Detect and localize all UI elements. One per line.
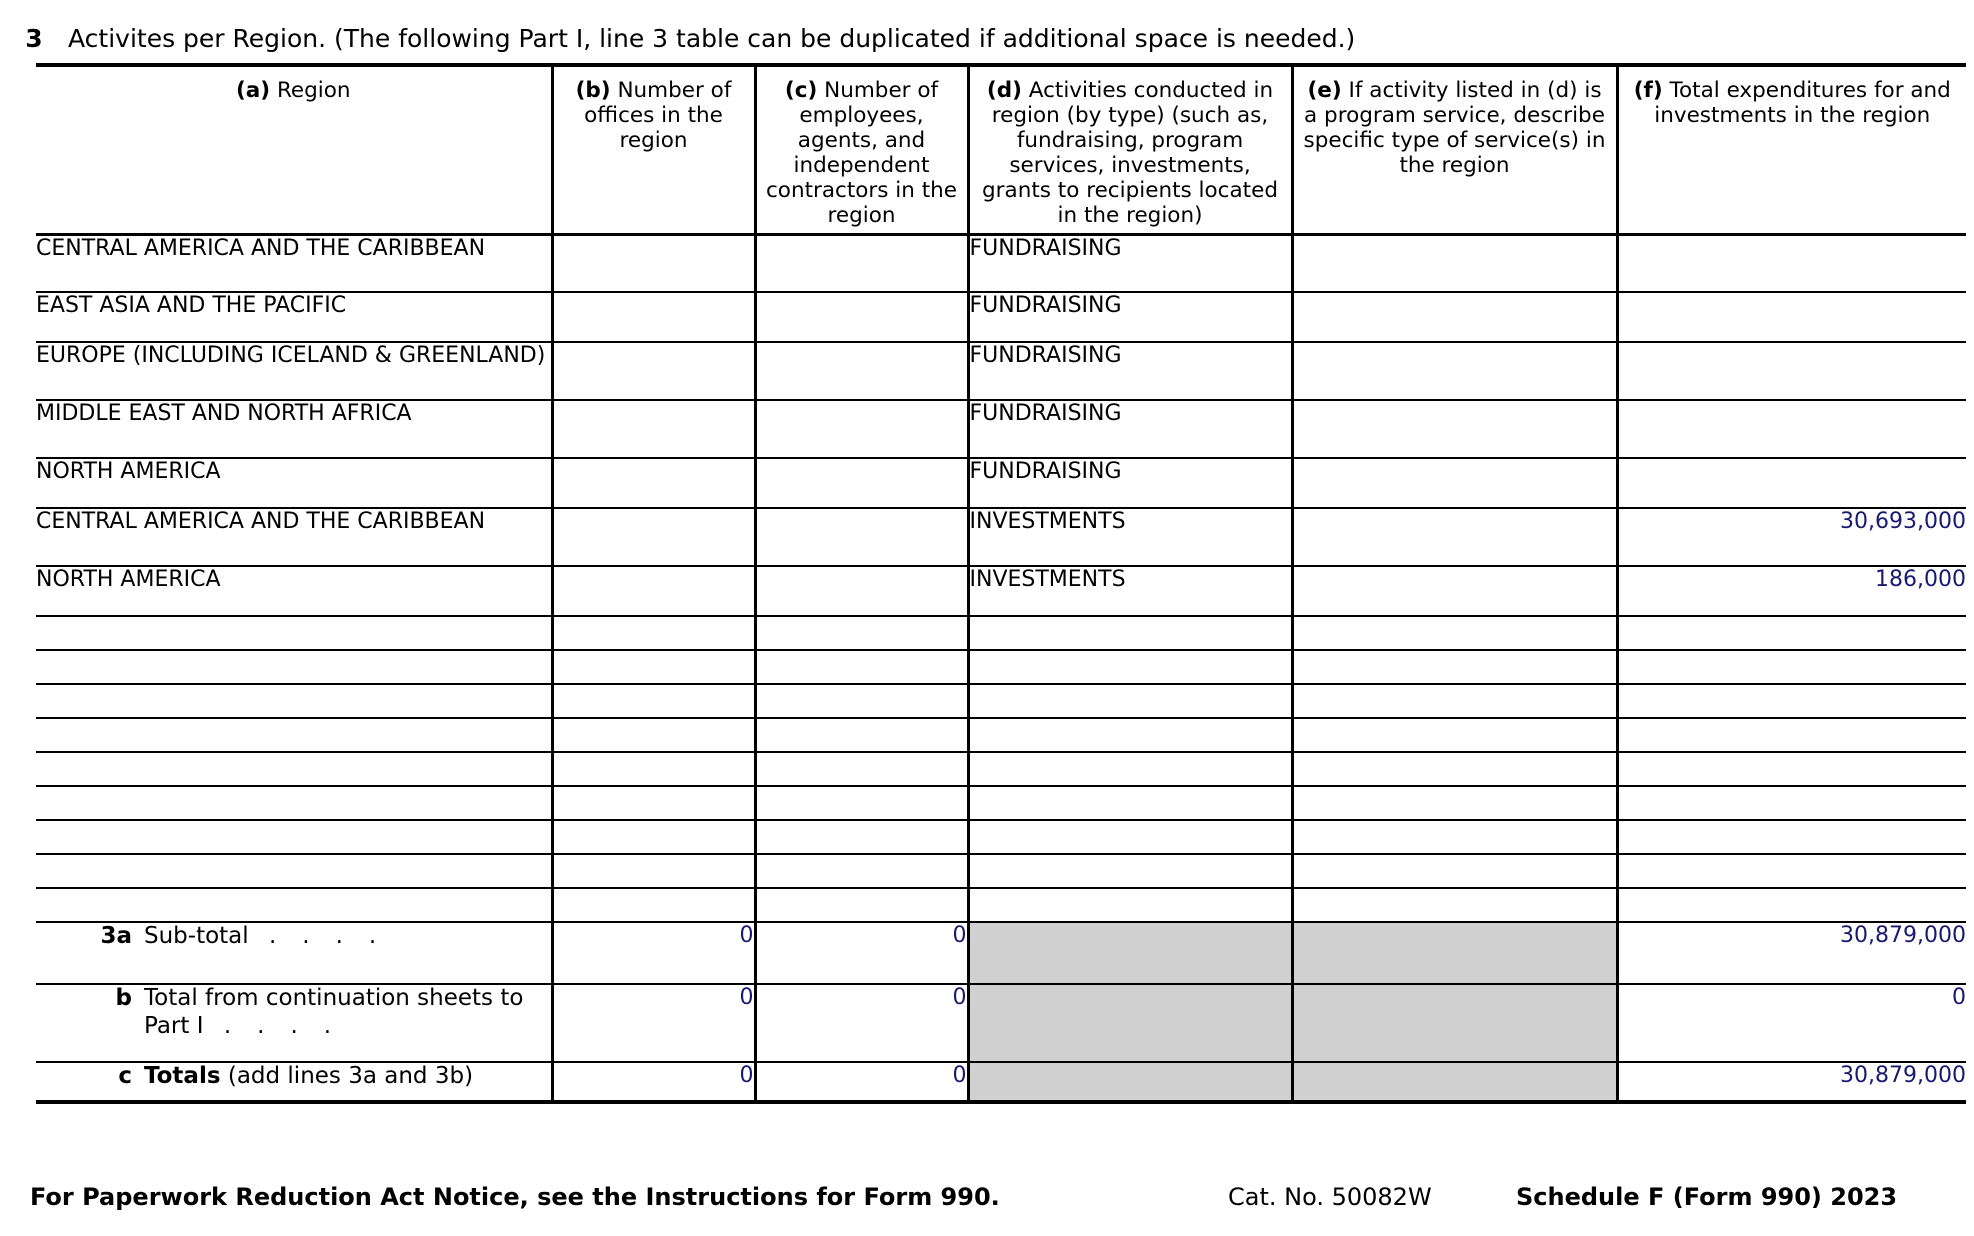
totals-offices[interactable]: 0 [552,922,755,984]
totals-label-cell [36,1062,552,1102]
column-header-region [36,65,552,234]
totals-expenditures[interactable]: 30,879,000 [1617,1062,1966,1102]
column-header-activities [968,65,1292,234]
table-row[interactable] [36,234,1966,292]
cell-employees[interactable] [755,786,968,820]
cell-activity[interactable]: INVESTMENTS [968,566,1292,616]
page-footer [0,1183,1974,1211]
cell-expenditures[interactable] [1617,458,1966,508]
totals-label-cell [36,984,552,1062]
cell-service[interactable] [1292,650,1617,684]
cell-activity[interactable]: FUNDRAISING [968,400,1292,458]
cell-offices[interactable] [552,566,755,616]
cell-service[interactable] [1292,292,1617,342]
cell-activity[interactable] [968,684,1292,718]
cell-service[interactable] [1292,458,1617,508]
line-3-text: Activites per Region. (The following Part I, line 3 table can be duplicated if additional space is needed.) [68,24,1356,53]
table-totals [36,922,1966,1102]
cell-offices[interactable] [552,458,755,508]
cell-employees[interactable] [755,458,968,508]
cell-employees[interactable] [755,752,968,786]
cell-activity[interactable] [968,854,1292,888]
cell-activity[interactable] [968,888,1292,922]
cell-service[interactable] [1292,786,1617,820]
cell-service[interactable] [1292,342,1617,400]
column-text-e: If activity listed in (d) is a program service, describe specific type of service(s) in the region [1303,78,1606,178]
cell-offices[interactable] [552,650,755,684]
cell-expenditures[interactable] [1617,684,1966,718]
totals-line-text: Totals (add lines 3a and 3b) [144,1063,474,1090]
cell-service[interactable] [1292,718,1617,752]
column-tag-d: (d) [986,78,1022,103]
totals-line-key: 3a [100,923,132,950]
cell-region[interactable] [36,854,552,888]
totals-expenditures[interactable]: 30,879,000 [1617,922,1966,984]
cell-expenditures[interactable] [1617,786,1966,820]
schedule-label: Schedule F (Form 990) 2023 [1516,1183,1898,1211]
cell-activity[interactable] [968,650,1292,684]
cell-expenditures[interactable] [1617,650,1966,684]
cell-region[interactable]: CENTRAL AMERICA AND THE CARIBBEAN [36,234,552,292]
cell-region[interactable] [36,650,552,684]
cell-activity[interactable] [968,718,1292,752]
column-tag-f: (f) [1633,78,1663,103]
cell-employees[interactable] [755,508,968,566]
cell-region[interactable] [36,786,552,820]
column-header-offices [552,65,755,234]
cell-expenditures[interactable] [1617,342,1966,400]
totals-shaded-activity [968,922,1292,984]
totals-line-text: Total from continuation sheets to Part I . . . . [144,985,524,1039]
table-row[interactable] [36,616,1966,650]
cell-region[interactable]: EUROPE (INCLUDING ICELAND & GREENLAND) [36,342,552,400]
column-tag-a: (a) [235,78,271,103]
cell-offices[interactable] [552,786,755,820]
table-row[interactable] [36,650,1966,684]
table-row[interactable] [36,752,1966,786]
cell-employees[interactable] [755,820,968,854]
totals-row[interactable] [36,1062,1966,1102]
line-3-number: 3 [25,24,43,53]
cell-activity[interactable]: FUNDRAISING [968,342,1292,400]
column-text-a: Region [270,78,351,103]
column-tag-b: (b) [575,78,611,103]
cell-employees[interactable] [755,400,968,458]
table-body [36,234,1966,922]
table-row[interactable] [36,400,1966,458]
cell-employees[interactable] [755,888,968,922]
cell-expenditures[interactable] [1617,234,1966,292]
cell-service[interactable] [1292,616,1617,650]
cell-offices[interactable] [552,508,755,566]
cell-service[interactable] [1292,400,1617,458]
cell-expenditures[interactable] [1617,888,1966,922]
cell-expenditures[interactable] [1617,752,1966,786]
totals-row[interactable] [36,922,1966,984]
table-row[interactable] [36,786,1966,820]
cell-employees[interactable] [755,616,968,650]
cell-expenditures[interactable] [1617,400,1966,458]
cell-expenditures[interactable]: 30,693,000 [1617,508,1966,566]
cell-service[interactable] [1292,508,1617,566]
totals-line-text: Sub-total . . . . [144,923,377,950]
cell-offices[interactable] [552,888,755,922]
cell-offices[interactable] [552,616,755,650]
totals-offices[interactable]: 0 [552,1062,755,1102]
cell-activity[interactable]: INVESTMENTS [968,508,1292,566]
cell-offices[interactable] [552,854,755,888]
cell-expenditures[interactable] [1617,616,1966,650]
cell-employees[interactable] [755,650,968,684]
table-row[interactable] [36,342,1966,400]
paperwork-notice: For Paperwork Reduction Act Notice, see the Instructions for Form 990. [30,1183,1000,1211]
cell-region[interactable] [36,684,552,718]
table-row[interactable] [36,566,1966,616]
cell-activity[interactable]: FUNDRAISING [968,234,1292,292]
cell-offices[interactable] [552,820,755,854]
table-row[interactable] [36,718,1966,752]
column-tag-e: (e) [1307,78,1342,103]
cell-offices[interactable] [552,752,755,786]
totals-offices[interactable]: 0 [552,984,755,1062]
cell-employees[interactable] [755,854,968,888]
line-3-heading [0,0,1974,63]
cell-region[interactable] [36,616,552,650]
cell-service[interactable] [1292,752,1617,786]
totals-line-key: c [118,1063,132,1090]
cell-employees[interactable] [755,292,968,342]
cell-service[interactable] [1292,854,1617,888]
totals-shaded-service [1292,984,1617,1062]
cell-region[interactable] [36,888,552,922]
cell-expenditures[interactable] [1617,854,1966,888]
cell-activity[interactable]: FUNDRAISING [968,292,1292,342]
totals-line-key: b [115,985,132,1012]
column-header-employees [755,65,968,234]
cell-expenditures[interactable] [1617,292,1966,342]
cell-service[interactable] [1292,888,1617,922]
totals-employees[interactable]: 0 [755,984,968,1062]
cell-expenditures[interactable] [1617,718,1966,752]
cell-activity[interactable]: FUNDRAISING [968,458,1292,508]
cell-service[interactable] [1292,820,1617,854]
totals-employees[interactable]: 0 [755,922,968,984]
cell-region[interactable] [36,752,552,786]
table-row[interactable] [36,854,1966,888]
table-row[interactable] [36,458,1966,508]
column-header-service [1292,65,1617,234]
totals-shaded-service [1292,922,1617,984]
cell-activity[interactable] [968,820,1292,854]
table-row[interactable] [36,888,1966,922]
cell-expenditures[interactable]: 186,000 [1617,566,1966,616]
cell-employees[interactable] [755,566,968,616]
cell-region[interactable] [36,820,552,854]
table-row[interactable] [36,820,1966,854]
cell-employees[interactable] [755,684,968,718]
catalog-number: Cat. No. 50082W [1228,1183,1432,1211]
totals-shaded-activity [968,984,1292,1062]
cell-expenditures[interactable] [1617,820,1966,854]
column-text-c: Number of employees, agents, and independent contractors in the region [765,78,958,228]
column-text-f: Total expenditures for and investments in the region [1654,78,1951,128]
column-header-expenditures [1617,65,1966,234]
cell-offices[interactable] [552,292,755,342]
table-row[interactable] [36,684,1966,718]
cell-service[interactable] [1292,234,1617,292]
cell-region[interactable]: EAST ASIA AND THE PACIFIC [36,292,552,342]
cell-service[interactable] [1292,566,1617,616]
cell-region[interactable]: CENTRAL AMERICA AND THE CARIBBEAN [36,508,552,566]
cell-offices[interactable] [552,718,755,752]
cell-activity[interactable] [968,752,1292,786]
cell-service[interactable] [1292,684,1617,718]
cell-employees[interactable] [755,342,968,400]
totals-shaded-service [1292,1062,1617,1102]
totals-employees[interactable]: 0 [755,1062,968,1102]
table-header-row [36,65,1966,234]
cell-activity[interactable] [968,786,1292,820]
cell-region[interactable]: NORTH AMERICA [36,566,552,616]
cell-region[interactable]: MIDDLE EAST AND NORTH AFRICA [36,400,552,458]
column-text-d: Activities conducted in region (by type) (such as, fundraising, program services, investments, grants to recipients located in the region) [982,78,1278,228]
cell-offices[interactable] [552,342,755,400]
column-text-b: Number of offices in the region [584,78,732,153]
cell-offices[interactable] [552,684,755,718]
cell-region[interactable]: NORTH AMERICA [36,458,552,508]
totals-label-cell [36,922,552,984]
cell-employees[interactable] [755,234,968,292]
activities-per-region-table [36,63,1966,1104]
cell-region[interactable] [36,718,552,752]
cell-offices[interactable] [552,234,755,292]
cell-offices[interactable] [552,400,755,458]
cell-employees[interactable] [755,718,968,752]
totals-shaded-activity [968,1062,1292,1102]
cell-activity[interactable] [968,616,1292,650]
totals-row[interactable] [36,984,1966,1062]
table-row[interactable] [36,292,1966,342]
totals-expenditures[interactable]: 0 [1617,984,1966,1062]
column-tag-c: (c) [784,78,818,103]
table-row[interactable] [36,508,1966,566]
